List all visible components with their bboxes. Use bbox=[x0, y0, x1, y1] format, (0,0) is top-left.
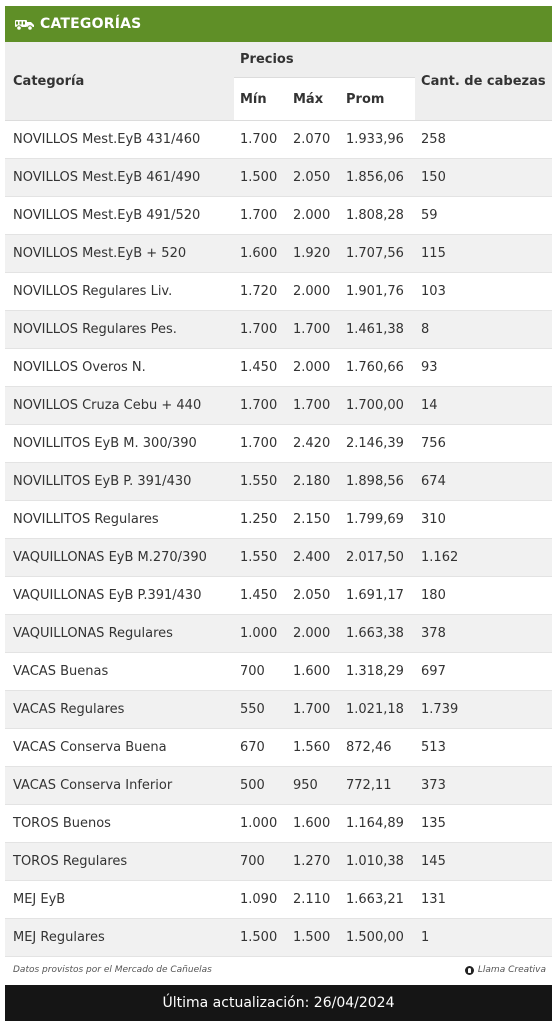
cell-min: 1.000 bbox=[234, 615, 287, 653]
cell-min: 500 bbox=[234, 767, 287, 805]
cell-max: 2.150 bbox=[287, 501, 340, 539]
last-update-text: Última actualización: 26/04/2024 bbox=[162, 995, 395, 1011]
categories-table bbox=[5, 42, 552, 957]
cell-cabezas: 258 bbox=[415, 121, 552, 159]
column-header-cabezas: Cant. de cabezas bbox=[415, 42, 552, 121]
cell-categoria: VACAS Conserva Buena bbox=[5, 729, 234, 767]
cell-cabezas: 373 bbox=[415, 767, 552, 805]
cell-max: 2.050 bbox=[287, 577, 340, 615]
cell-min: 1.500 bbox=[234, 159, 287, 197]
cell-max: 1.600 bbox=[287, 653, 340, 691]
column-header-max: Máx bbox=[287, 78, 340, 121]
column-header-min: Mín bbox=[234, 78, 287, 121]
cell-prom: 1.691,17 bbox=[340, 577, 415, 615]
last-update-bar bbox=[5, 985, 552, 1021]
cell-cabezas: 131 bbox=[415, 881, 552, 919]
cell-max: 950 bbox=[287, 767, 340, 805]
cell-min: 1.250 bbox=[234, 501, 287, 539]
cell-categoria: NOVILLOS Cruza Cebu + 440 bbox=[5, 387, 234, 425]
table-row bbox=[5, 463, 552, 501]
cell-cabezas: 674 bbox=[415, 463, 552, 501]
column-header-categoria: Categoría bbox=[5, 42, 234, 121]
cell-categoria: NOVILLOS Regulares Pes. bbox=[5, 311, 234, 349]
cell-prom: 772,11 bbox=[340, 767, 415, 805]
cell-categoria: NOVILLOS Mest.EyB 491/520 bbox=[5, 197, 234, 235]
cell-cabezas: 1.739 bbox=[415, 691, 552, 729]
cell-categoria: MEJ EyB bbox=[5, 881, 234, 919]
cell-prom: 1.856,06 bbox=[340, 159, 415, 197]
cell-cabezas: 103 bbox=[415, 273, 552, 311]
cell-categoria: NOVILLITOS Regulares bbox=[5, 501, 234, 539]
cell-max: 2.110 bbox=[287, 881, 340, 919]
credit-label: Llama Creativa bbox=[477, 965, 546, 975]
footer-note bbox=[5, 957, 552, 983]
cell-categoria: NOVILLOS Regulares Liv. bbox=[5, 273, 234, 311]
cell-max: 2.000 bbox=[287, 197, 340, 235]
cell-categoria: VACAS Regulares bbox=[5, 691, 234, 729]
table-row bbox=[5, 349, 552, 387]
table-row bbox=[5, 881, 552, 919]
cell-categoria: MEJ Regulares bbox=[5, 919, 234, 957]
table-row bbox=[5, 843, 552, 881]
cell-categoria: TOROS Buenos bbox=[5, 805, 234, 843]
cell-prom: 1.663,38 bbox=[340, 615, 415, 653]
cell-prom: 1.461,38 bbox=[340, 311, 415, 349]
cell-min: 1.700 bbox=[234, 387, 287, 425]
cell-max: 2.400 bbox=[287, 539, 340, 577]
truck-icon bbox=[15, 17, 35, 31]
cell-cabezas: 135 bbox=[415, 805, 552, 843]
table-row bbox=[5, 767, 552, 805]
cell-prom: 2.146,39 bbox=[340, 425, 415, 463]
cell-min: 1.550 bbox=[234, 463, 287, 501]
cell-cabezas: 310 bbox=[415, 501, 552, 539]
cell-prom: 1.663,21 bbox=[340, 881, 415, 919]
table-row bbox=[5, 197, 552, 235]
cell-min: 1.700 bbox=[234, 121, 287, 159]
cell-max: 1.700 bbox=[287, 691, 340, 729]
cell-min: 1.550 bbox=[234, 539, 287, 577]
cell-max: 2.000 bbox=[287, 615, 340, 653]
cell-prom: 2.017,50 bbox=[340, 539, 415, 577]
cell-max: 1.920 bbox=[287, 235, 340, 273]
cell-cabezas: 180 bbox=[415, 577, 552, 615]
cell-cabezas: 8 bbox=[415, 311, 552, 349]
cell-cabezas: 115 bbox=[415, 235, 552, 273]
cell-min: 1.600 bbox=[234, 235, 287, 273]
cell-cabezas: 59 bbox=[415, 197, 552, 235]
cell-min: 1.700 bbox=[234, 311, 287, 349]
flame-icon bbox=[465, 966, 474, 975]
table-row bbox=[5, 387, 552, 425]
cell-cabezas: 14 bbox=[415, 387, 552, 425]
cell-prom: 1.933,96 bbox=[340, 121, 415, 159]
column-header-precios: Precios bbox=[234, 42, 415, 78]
cell-cabezas: 378 bbox=[415, 615, 552, 653]
cell-categoria: VAQUILLONAS EyB M.270/390 bbox=[5, 539, 234, 577]
table-row bbox=[5, 121, 552, 159]
cell-prom: 1.901,76 bbox=[340, 273, 415, 311]
cell-max: 2.070 bbox=[287, 121, 340, 159]
cell-min: 550 bbox=[234, 691, 287, 729]
cell-cabezas: 697 bbox=[415, 653, 552, 691]
categories-widget bbox=[5, 6, 552, 1021]
table-row bbox=[5, 273, 552, 311]
cell-prom: 1.164,89 bbox=[340, 805, 415, 843]
table-body bbox=[5, 121, 552, 957]
cell-prom: 1.760,66 bbox=[340, 349, 415, 387]
table-row bbox=[5, 615, 552, 653]
cell-prom: 1.318,29 bbox=[340, 653, 415, 691]
cell-cabezas: 93 bbox=[415, 349, 552, 387]
cell-cabezas: 150 bbox=[415, 159, 552, 197]
cell-cabezas: 1.162 bbox=[415, 539, 552, 577]
cell-max: 1.270 bbox=[287, 843, 340, 881]
cell-max: 1.700 bbox=[287, 311, 340, 349]
cell-max: 1.560 bbox=[287, 729, 340, 767]
cell-min: 700 bbox=[234, 653, 287, 691]
cell-cabezas: 513 bbox=[415, 729, 552, 767]
cell-prom: 1.500,00 bbox=[340, 919, 415, 957]
cell-max: 2.000 bbox=[287, 349, 340, 387]
cell-min: 700 bbox=[234, 843, 287, 881]
table-row bbox=[5, 159, 552, 197]
table-row bbox=[5, 311, 552, 349]
cell-categoria: VACAS Buenas bbox=[5, 653, 234, 691]
cell-max: 1.600 bbox=[287, 805, 340, 843]
cell-prom: 1.700,00 bbox=[340, 387, 415, 425]
cell-prom: 1.898,56 bbox=[340, 463, 415, 501]
cell-categoria: VAQUILLONAS Regulares bbox=[5, 615, 234, 653]
cell-categoria: VACAS Conserva Inferior bbox=[5, 767, 234, 805]
cell-max: 2.180 bbox=[287, 463, 340, 501]
cell-cabezas: 1 bbox=[415, 919, 552, 957]
cell-min: 1.720 bbox=[234, 273, 287, 311]
cell-min: 1.450 bbox=[234, 577, 287, 615]
cell-categoria: NOVILLITOS EyB M. 300/390 bbox=[5, 425, 234, 463]
table-row bbox=[5, 539, 552, 577]
table-row bbox=[5, 691, 552, 729]
cell-min: 1.700 bbox=[234, 197, 287, 235]
table-row bbox=[5, 425, 552, 463]
table-row bbox=[5, 729, 552, 767]
cell-max: 2.000 bbox=[287, 273, 340, 311]
cell-min: 1.450 bbox=[234, 349, 287, 387]
page-title: CATEGORÍAS bbox=[40, 16, 142, 32]
cell-categoria: NOVILLOS Overos N. bbox=[5, 349, 234, 387]
cell-prom: 872,46 bbox=[340, 729, 415, 767]
cell-max: 1.500 bbox=[287, 919, 340, 957]
cell-categoria: TOROS Regulares bbox=[5, 843, 234, 881]
credit-link[interactable] bbox=[465, 965, 546, 975]
column-header-prom: Prom bbox=[340, 78, 415, 121]
table-row bbox=[5, 235, 552, 273]
cell-prom: 1.799,69 bbox=[340, 501, 415, 539]
cell-categoria: NOVILLOS Mest.EyB 431/460 bbox=[5, 121, 234, 159]
table-row bbox=[5, 805, 552, 843]
table-row bbox=[5, 501, 552, 539]
cell-max: 2.420 bbox=[287, 425, 340, 463]
cell-prom: 1.808,28 bbox=[340, 197, 415, 235]
cell-prom: 1.010,38 bbox=[340, 843, 415, 881]
cell-categoria: NOVILLITOS EyB P. 391/430 bbox=[5, 463, 234, 501]
cell-min: 1.090 bbox=[234, 881, 287, 919]
table-row bbox=[5, 577, 552, 615]
cell-prom: 1.021,18 bbox=[340, 691, 415, 729]
cell-max: 2.050 bbox=[287, 159, 340, 197]
cell-min: 1.000 bbox=[234, 805, 287, 843]
title-bar bbox=[5, 6, 552, 42]
cell-min: 1.500 bbox=[234, 919, 287, 957]
table-header bbox=[5, 42, 552, 121]
cell-max: 1.700 bbox=[287, 387, 340, 425]
table-row bbox=[5, 919, 552, 957]
cell-categoria: NOVILLOS Mest.EyB 461/490 bbox=[5, 159, 234, 197]
cell-min: 670 bbox=[234, 729, 287, 767]
cell-min: 1.700 bbox=[234, 425, 287, 463]
cell-prom: 1.707,56 bbox=[340, 235, 415, 273]
cell-cabezas: 756 bbox=[415, 425, 552, 463]
table-row bbox=[5, 653, 552, 691]
cell-categoria: VAQUILLONAS EyB P.391/430 bbox=[5, 577, 234, 615]
cell-cabezas: 145 bbox=[415, 843, 552, 881]
cell-categoria: NOVILLOS Mest.EyB + 520 bbox=[5, 235, 234, 273]
source-note: Datos provistos por el Mercado de Cañuelas bbox=[13, 965, 212, 975]
